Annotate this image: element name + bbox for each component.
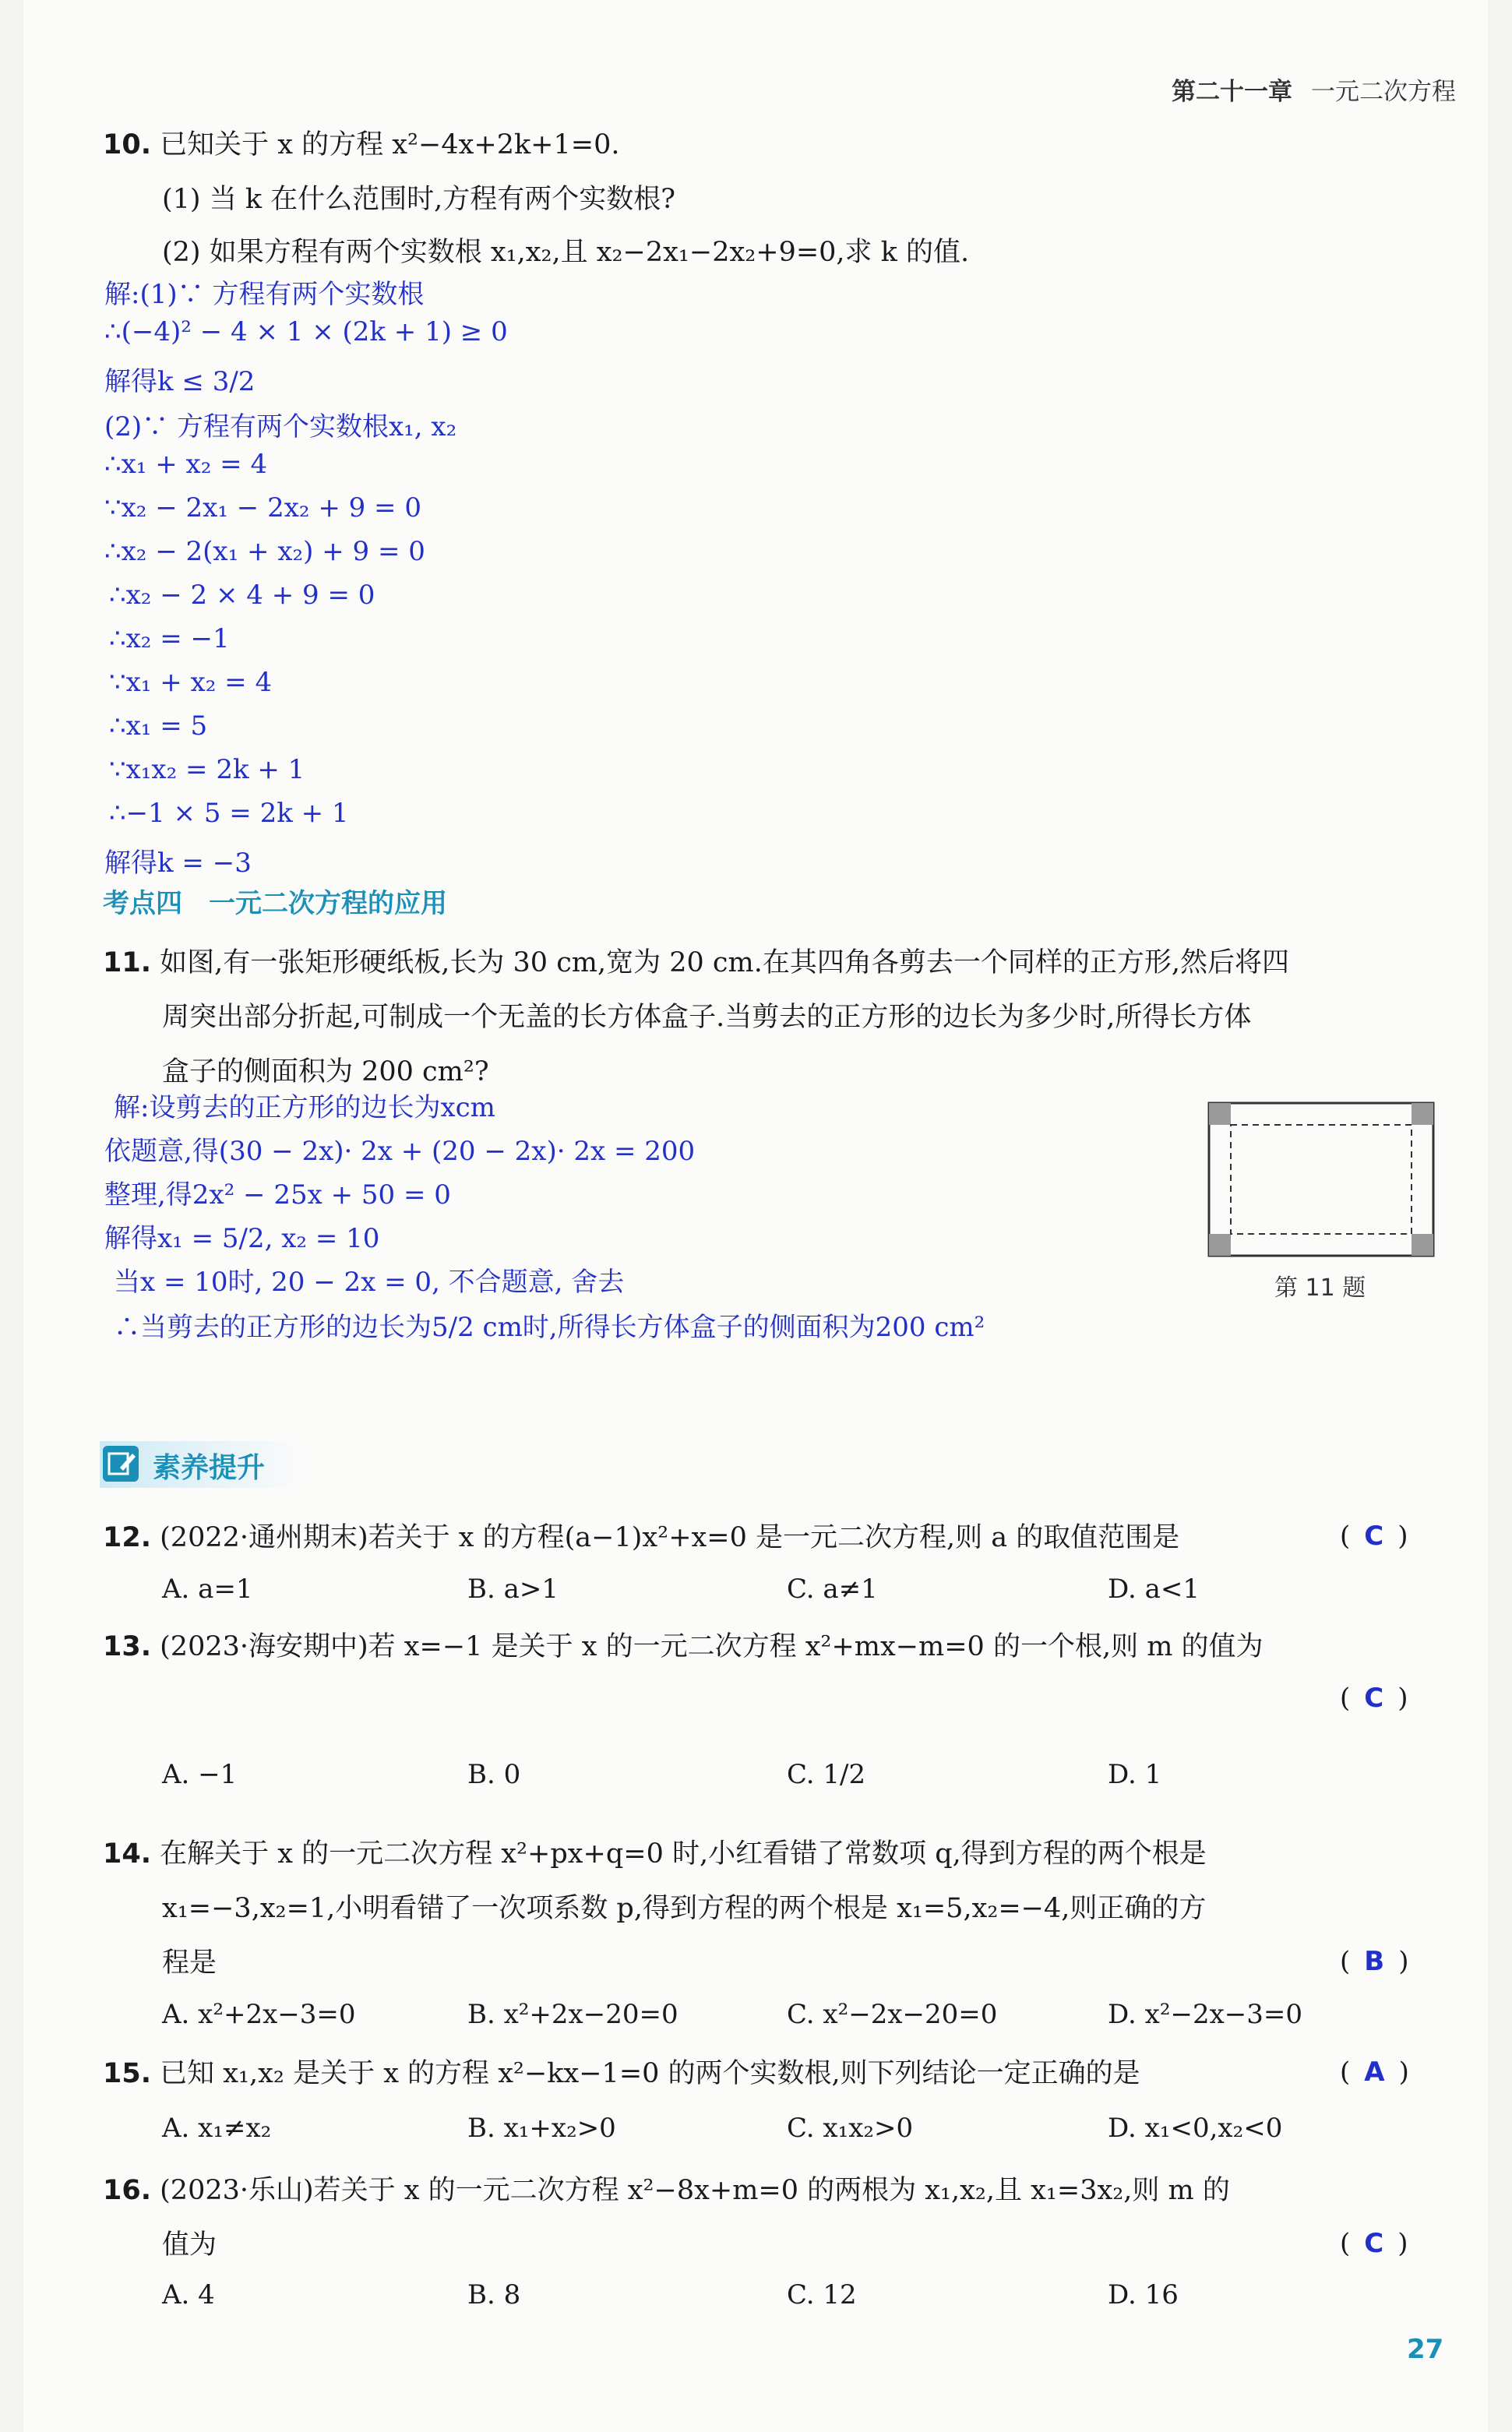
q16-option: A. 4 — [162, 2279, 215, 2310]
q12-answer-letter: C — [1364, 1521, 1384, 1552]
cut-square-bottom-right — [1412, 1234, 1433, 1256]
q10-solution-line: ∴x₂ − 2 × 4 + 9 = 0 — [109, 580, 375, 611]
q11-text: 如图,有一张矩形硬纸板,长为 30 cm,宽为 20 cm.在其四角各剪去一个同样的正方形,然后将四 — [160, 947, 1289, 978]
q11-text: 周突出部分折起,可制成一个无盖的长方体盒子.当剪去的正方形的边长为多少时,所得长方体 — [162, 1002, 1252, 1033]
q16-number: 16. — [103, 2175, 152, 2206]
q14-option: B. x²+2x−20=0 — [467, 1999, 678, 2030]
q14-answer-letter: B — [1364, 1946, 1385, 1977]
q16-option: D. 16 — [1108, 2279, 1179, 2310]
q13-option: A. −1 — [162, 1759, 238, 1790]
box-net-figure — [1207, 1101, 1435, 1257]
q13-option: D. 1 — [1108, 1759, 1162, 1790]
q10-solution-line: ∴−1 × 5 = 2k + 1 — [109, 798, 349, 829]
q10-solution-line: ∴x₁ = 5 — [109, 710, 208, 742]
q16-option: B. 8 — [467, 2279, 521, 2310]
q10-number: 10. — [103, 129, 152, 160]
q10-stem: 已知关于 x 的方程 x²−4x+2k+1=0. — [160, 129, 620, 160]
q13-answer: ( C ) — [1340, 1683, 1408, 1714]
figure-caption: 第 11 题 — [1274, 1274, 1366, 1302]
q14-answer: ( B ) — [1340, 1946, 1409, 1977]
cardboard-outline — [1209, 1103, 1433, 1256]
q11-solution-line: 整理,得2x² − 25x + 50 = 0 — [104, 1179, 451, 1211]
q13-answer-letter: C — [1364, 1683, 1384, 1714]
q15-option: B. x₁+x₂>0 — [467, 2113, 616, 2144]
chapter-header — [1172, 72, 1456, 107]
q10-solution-line: 解得k ≤ 3/2 — [104, 366, 256, 397]
q10-solution-line: ∵x₂ − 2x₁ − 2x₂ + 9 = 0 — [104, 492, 421, 523]
q14-text: x₁=−3,x₂=1,小明看错了一次项系数 p,得到方程的两个根是 x₁=5,x₂=−4,则正确的方 — [162, 1893, 1207, 1924]
q13-stem: (2023·海安期中)若 x=−1 是关于 x 的一元二次方程 x²+mx−m=0 的一个根,则 m 的值为 — [160, 1631, 1264, 1662]
q11-number: 11. — [103, 947, 152, 978]
q15-number: 15. — [103, 2058, 152, 2089]
q10-solution-line: ∵x₁x₂ = 2k + 1 — [109, 754, 305, 785]
q16-option: C. 12 — [787, 2279, 857, 2310]
q13-option: B. 0 — [467, 1759, 521, 1790]
q11-solution-line: 依题意,得(30 − 2x)· 2x + (20 − 2x)· 2x = 200 — [104, 1136, 696, 1167]
q15-option: A. x₁≠x₂ — [162, 2113, 272, 2144]
q15-option: D. x₁<0,x₂<0 — [1108, 2113, 1283, 2144]
q16-text: 值为 — [162, 2229, 217, 2261]
chapter-title: 一元二次方程 — [1311, 78, 1456, 106]
q11-text: 盒子的侧面积为 200 cm²? — [162, 1056, 489, 1087]
q11-solution-line: 解:设剪去的正方形的边长为xcm — [114, 1092, 495, 1123]
q11-solution-line: 当x = 10时, 20 − 2x = 0, 不合题意, 舍去 — [114, 1267, 625, 1298]
q10-solution-line: ∴x₂ = −1 — [109, 623, 230, 654]
q11-line — [103, 943, 1289, 983]
pencil-icon — [103, 1446, 139, 1482]
section-banner-title: 素养提升 — [153, 1452, 266, 1484]
q13-stem-line — [103, 1627, 1264, 1667]
q13-option: C. 1/2 — [787, 1759, 866, 1790]
q10-solution-line: ∴x₂ − 2(x₁ + x₂) + 9 = 0 — [104, 536, 425, 567]
q14-option: C. x²−2x−20=0 — [787, 1999, 998, 2030]
q15-answer-letter: A — [1364, 2057, 1385, 2088]
q10-solution-line: 解:(1)∵ 方程有两个实数根 — [104, 279, 425, 310]
q14-number: 14. — [103, 1838, 152, 1870]
q14-text: 在解关于 x 的一元二次方程 x²+px+q=0 时,小红看错了常数项 q,得到方程的两个根是 — [160, 1838, 1207, 1870]
q12-stem: (2022·通州期末)若关于 x 的方程(a−1)x²+x=0 是一元二次方程,则 a 的取值范围是 — [160, 1522, 1180, 1553]
q10-solution-line: (2)∵ 方程有两个实数根x₁, x₂ — [104, 411, 457, 442]
q12-option: A. a=1 — [162, 1574, 253, 1605]
q12-answer: ( C ) — [1340, 1521, 1408, 1552]
q11-solution-line: ∴当剪去的正方形的边长为5/2 cm时,所得长方体盒子的侧面积为200 cm² — [114, 1312, 985, 1343]
section-heading: 考点四 一元二次方程的应用 — [103, 888, 447, 919]
cut-square-top-right — [1412, 1103, 1433, 1125]
q15-option: C. x₁x₂>0 — [787, 2113, 914, 2144]
q16-answer-letter: C — [1364, 2228, 1384, 2259]
page-number: 27 — [1407, 2334, 1444, 2365]
q14-line — [103, 1834, 1207, 1874]
q15-stem-line — [103, 2053, 1140, 2094]
fold-line — [1231, 1125, 1412, 1234]
q16-text: (2023·乐山)若关于 x 的一元二次方程 x²−8x+m=0 的两根为 x₁,x₂,且 x₁=3x₂,则 m 的 — [160, 2175, 1230, 2206]
cut-square-top-left — [1209, 1103, 1231, 1125]
q14-text: 程是 — [162, 1947, 217, 1979]
q12-option: C. a≠1 — [787, 1574, 878, 1605]
q10-solution-line: ∵x₁ + x₂ = 4 — [109, 667, 273, 698]
q14-option: D. x²−2x−3=0 — [1108, 1999, 1303, 2030]
q10-part1: (1) 当 k 在什么范围时,方程有两个实数根? — [162, 184, 676, 215]
q10-part2: (2) 如果方程有两个实数根 x₁,x₂,且 x₂−2x₁−2x₂+9=0,求 k 的值. — [162, 237, 970, 268]
q16-line — [103, 2170, 1230, 2211]
q12-option: B. a>1 — [467, 1574, 559, 1605]
q10-solution-line: ∴(−4)² − 4 × 1 × (2k + 1) ≥ 0 — [104, 316, 508, 347]
q14-option: A. x²+2x−3=0 — [162, 1999, 356, 2030]
q16-answer: ( C ) — [1340, 2228, 1408, 2259]
q15-stem: 已知 x₁,x₂ 是关于 x 的方程 x²−kx−1=0 的两个实数根,则下列结论一定正确的是 — [160, 2058, 1140, 2089]
chapter-number: 第二十一章 — [1172, 78, 1292, 106]
q12-option: D. a<1 — [1108, 1574, 1200, 1605]
q11-solution-line: 解得x₁ = 5/2, x₂ = 10 — [104, 1223, 380, 1254]
q15-answer: ( A ) — [1340, 2057, 1409, 2088]
q12-stem-line — [103, 1517, 1179, 1558]
q13-number: 13. — [103, 1631, 152, 1662]
q10-stem-line — [103, 125, 620, 165]
q10-solution-line: ∴x₁ + x₂ = 4 — [104, 449, 268, 480]
cut-square-bottom-left — [1209, 1234, 1231, 1256]
q10-solution-line: 解得k = −3 — [104, 848, 252, 879]
q12-number: 12. — [103, 1522, 152, 1553]
